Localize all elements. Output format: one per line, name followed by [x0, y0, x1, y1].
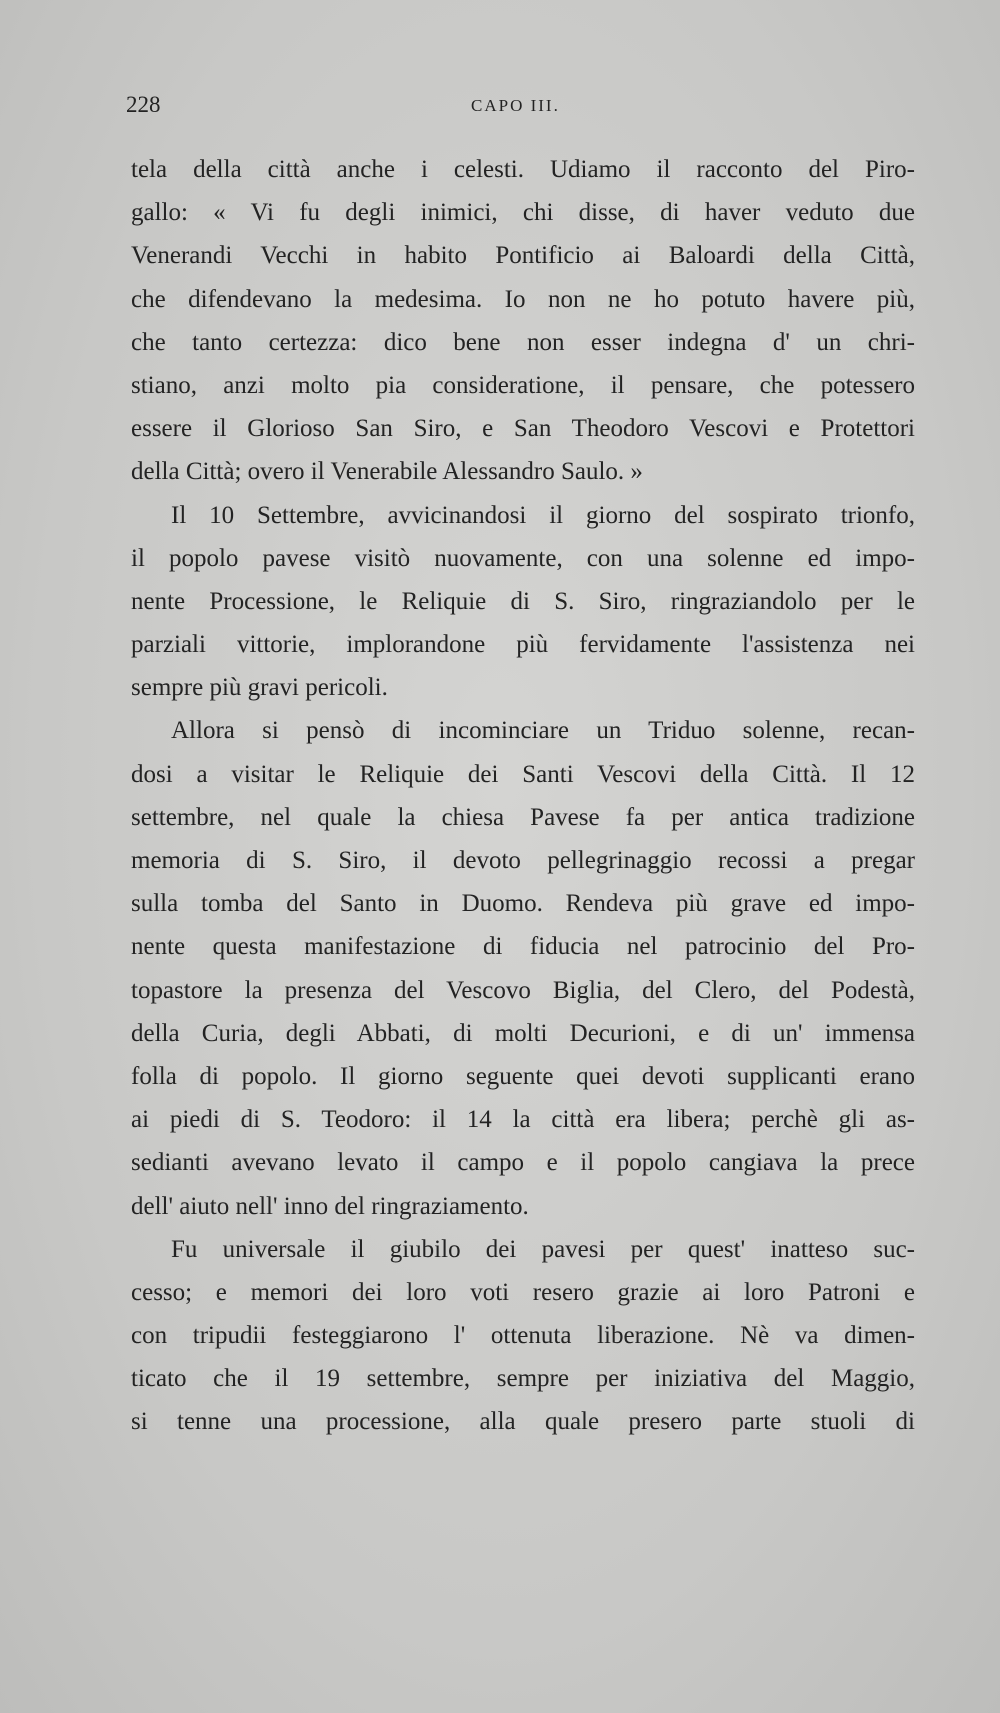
- text-line: nente Processione, le Reliquie di S. Siro, ringraziandolo per le: [131, 587, 915, 615]
- text-line: si tenne una processione, alla quale presero parte stuoli di: [131, 1408, 915, 1436]
- page-number: 228: [126, 92, 161, 117]
- text-line: della Città; overo il Venerabile Alessandro Saulo. »: [131, 458, 643, 486]
- text-line: essere il Glorioso San Siro, e San Theodoro Vescovi e Protettori: [131, 415, 915, 443]
- text-line: sempre più gravi pericoli.: [131, 674, 388, 702]
- text-line: sulla tomba del Santo in Duomo. Rendeva più grave ed impo-: [131, 890, 915, 918]
- text-line: nente questa manifestazione di fiducia nel patrocinio del Pro-: [131, 933, 915, 961]
- text-line: settembre, nel quale la chiesa Pavese fa per antica tradizione: [131, 803, 915, 831]
- text-line: memoria di S. Siro, il devoto pellegrinaggio recossi a pregar: [131, 847, 915, 874]
- text-line: ai piedi di S. Teodoro: il 14 la città era libera; perchè gli as-: [131, 1106, 915, 1134]
- text-line: cesso; e memori dei loro voti resero grazie ai loro Patroni e: [131, 1278, 915, 1306]
- text-line: ticato che il 19 settembre, sempre per iniziativa del Maggio,: [131, 1365, 915, 1393]
- text-line: tela della città anche i celesti. Udiamo il racconto del Piro-: [131, 156, 915, 183]
- text-line: parziali vittorie, implorandone più fervidamente l'assistenza nei: [131, 631, 915, 659]
- text-line: della Curia, degli Abbati, di molti Decurioni, e di un' immensa: [131, 1019, 915, 1047]
- chapter-title: CAPO III.: [471, 96, 560, 115]
- text-line: Venerandi Vecchi in habito Pontificio ai Baloardi della Città,: [131, 242, 915, 270]
- text-line: Il 10 Settembre, avvicinandosi il giorno del sospirato trionfo,: [171, 501, 915, 529]
- text-line: dosi a visitar le Reliquie dei Santi Vescovi della Città. Il 12: [131, 760, 915, 788]
- text-line: dell' aiuto nell' inno del ringraziamento.: [131, 1192, 529, 1220]
- text-line: il popolo pavese visitò nuovamente, con una solenne ed impo-: [131, 544, 915, 572]
- text-line: Allora si pensò di incominciare un Triduo solenne, recan-: [171, 717, 915, 745]
- text-line: con tripudii festeggiarono l' ottenuta liberazione. Nè va dimen-: [131, 1322, 915, 1350]
- text-line: Fu universale il giubilo dei pavesi per quest' inatteso suc-: [171, 1235, 915, 1263]
- text-line: sedianti avevano levato il campo e il popolo cangiava la prece: [131, 1149, 915, 1177]
- text-line: che tanto certezza: dico bene non esser indegna d' un chri-: [131, 328, 915, 356]
- text-line: folla di popolo. Il giorno seguente quei devoti supplicanti erano: [131, 1062, 915, 1090]
- text-line: che difendevano la medesima. Io non ne ho potuto havere più,: [131, 285, 915, 313]
- text-line: stiano, anzi molto pia consideratione, il pensare, che potessero: [131, 371, 915, 399]
- page-header: [126, 92, 856, 122]
- text-line: gallo: « Vi fu degli inimici, chi disse, di haver veduto due: [131, 199, 915, 227]
- body-text: [131, 148, 915, 1444]
- text-line: topastore la presenza del Vescovo Biglia, del Clero, del Podestà,: [131, 976, 915, 1004]
